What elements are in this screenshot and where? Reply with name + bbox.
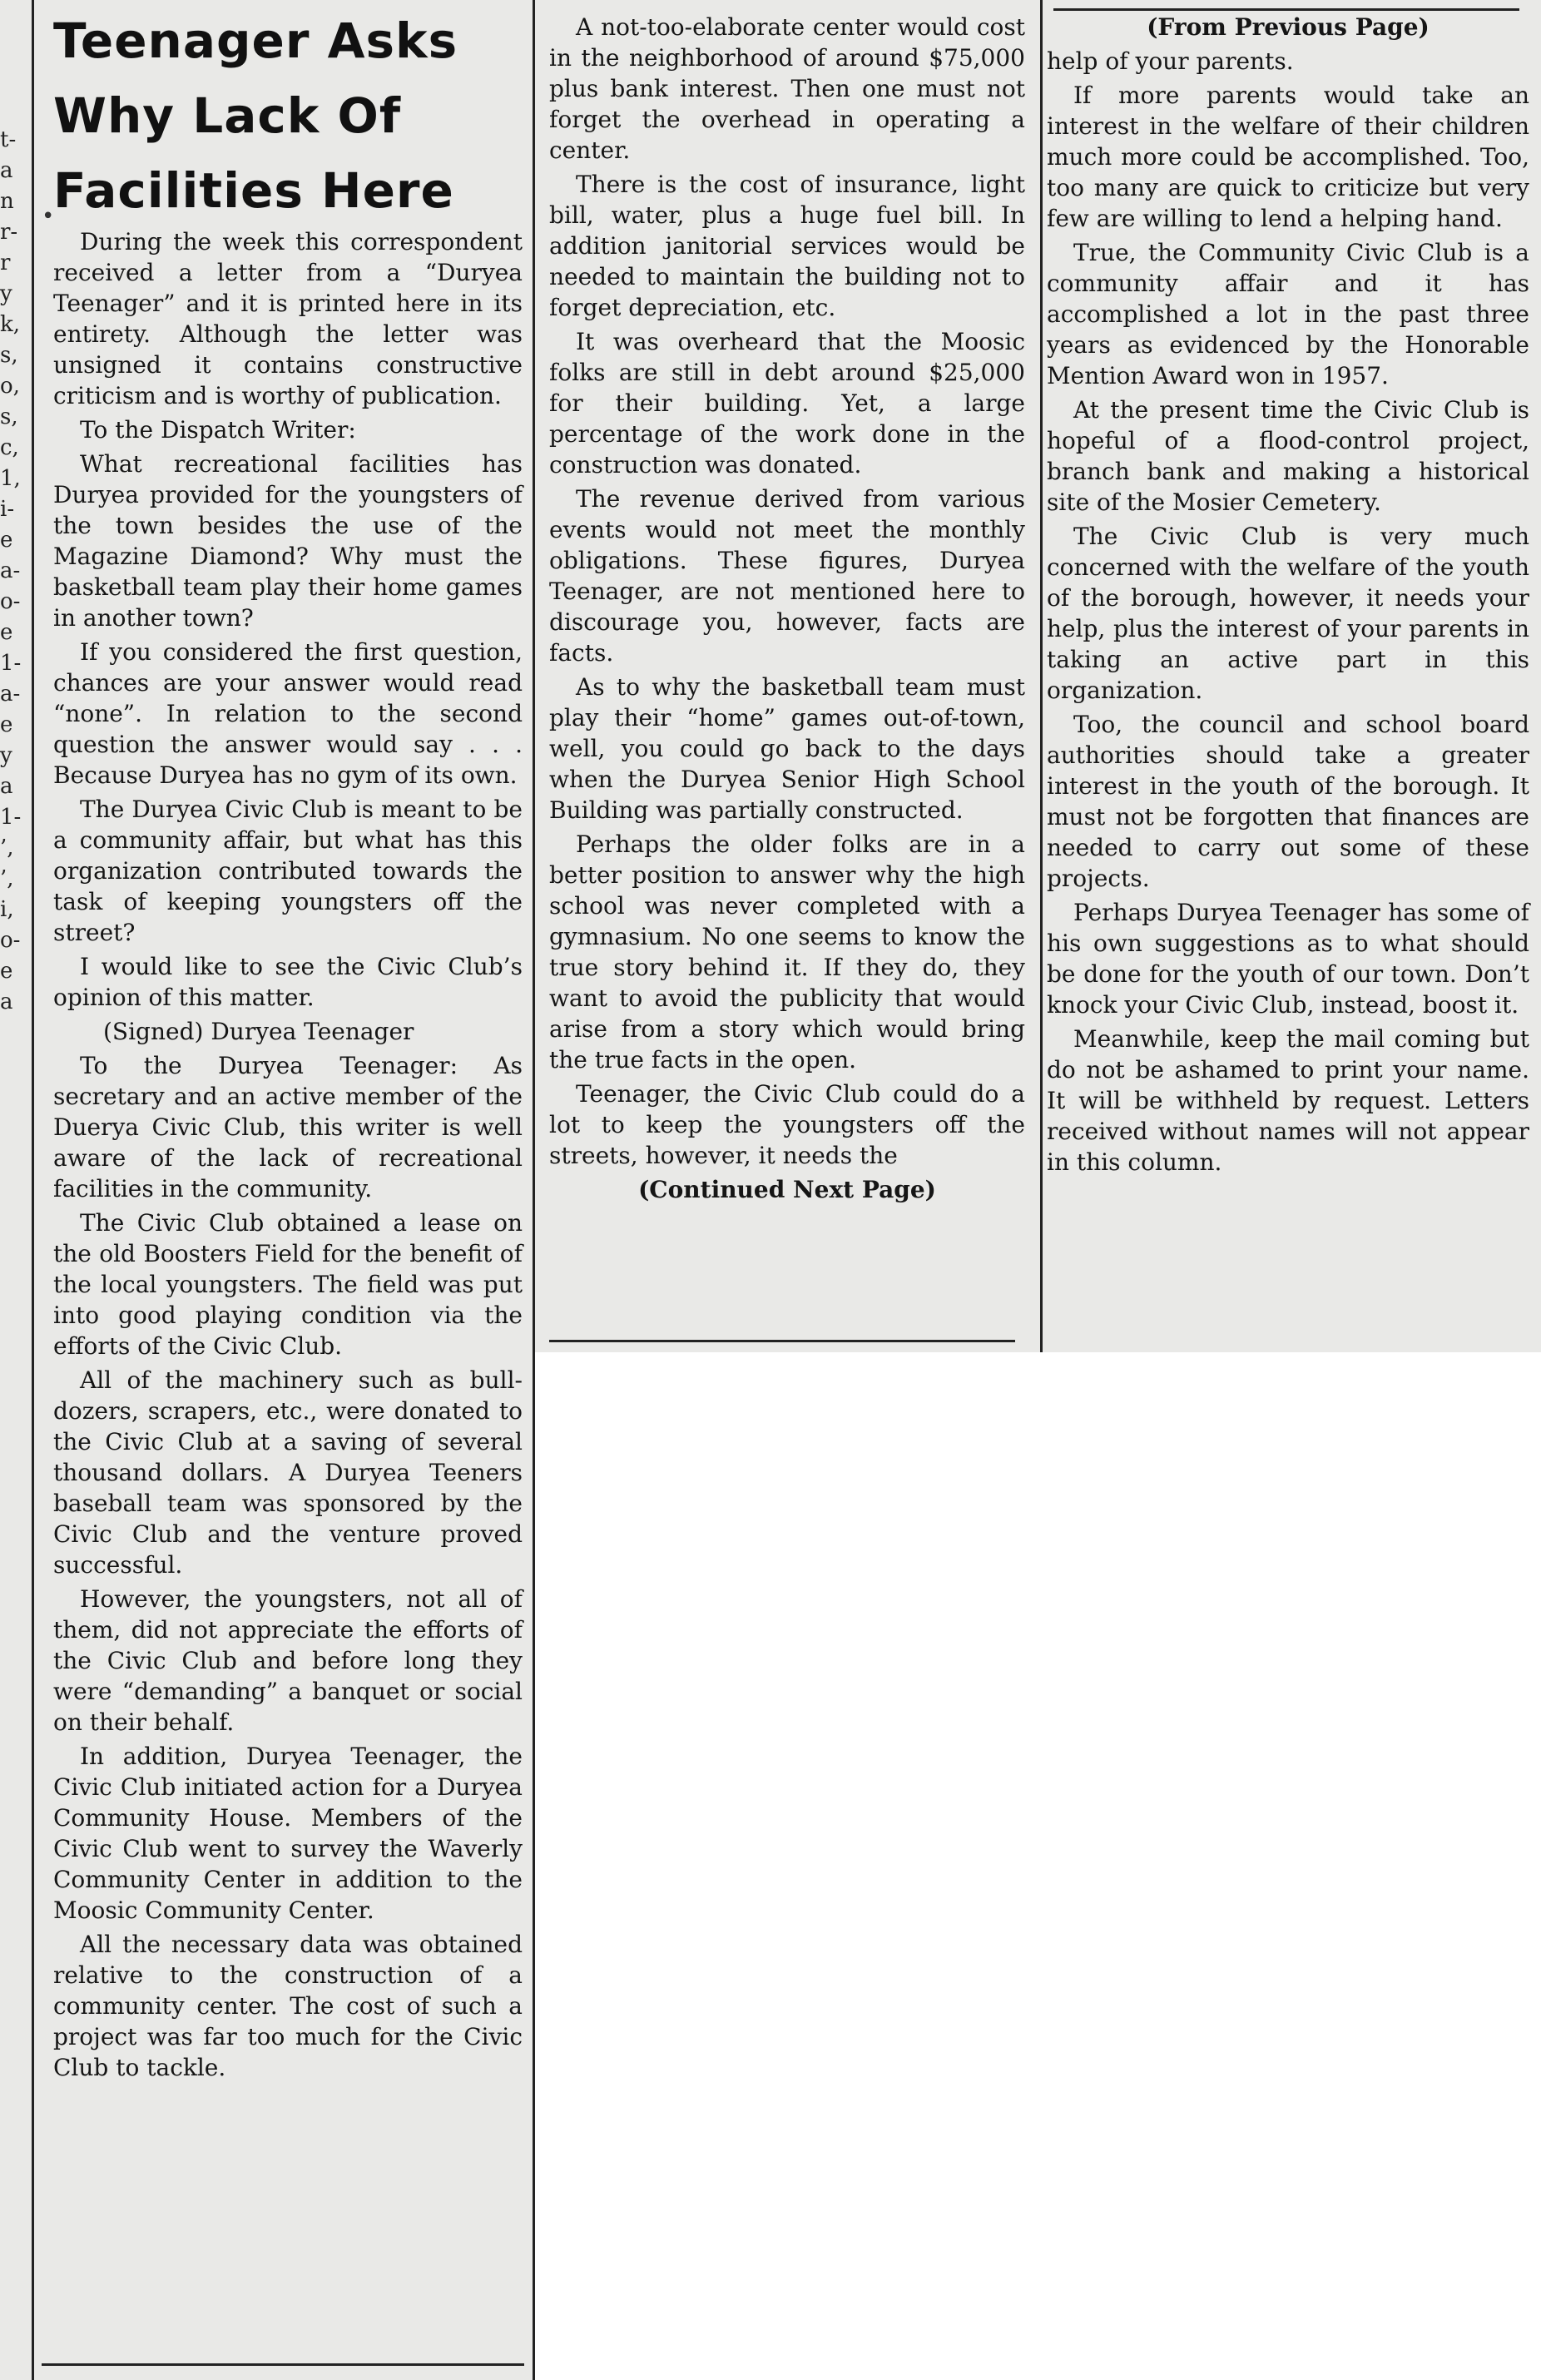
left-edge-fragments (0, 125, 25, 1018)
paragraph: During the week this correspondent received a letter from a “Duryea Teenager” and it is printed here in its entirety. Although the letter was unsigned it contains constructive criticism and is worthy of publication. (53, 228, 523, 409)
edge-fragment: i, (0, 897, 14, 922)
article-column-3 (1047, 12, 1529, 1181)
paragraph: At the present time the Civic Club is hopeful of a flood-control project, branch bank and making a historical site of the Mosier Cemetery. (1047, 396, 1529, 516)
paragraph: The Duryea Civic Club is meant to be a community affair, but what has this organization contributed towards the task of keeping youngsters off the street? (53, 796, 523, 946)
paragraph: A not-too-elaborate center would cost in the neighborhood of around $75,000 plus bank interest. Then one must not forget the overhead in operating a center. (549, 13, 1025, 164)
paragraph: As to why the basketball team must play their “home” games out-of-town, well, you could go back to the days when the Duryea Senior High School Building was partially constructed. (549, 673, 1025, 824)
article-column-2 (549, 12, 1025, 1208)
paragraph: The Civic Club is very much concerned with the welfare of the youth of the borough, however, it needs your help, plus the interest of your parents in taking an active part in this organization. (1047, 523, 1529, 704)
edge-fragment: a (0, 158, 13, 183)
edge-fragment: o- (0, 589, 21, 614)
edge-fragment: a (0, 774, 13, 799)
edge-fragment: 1- (0, 651, 22, 676)
edge-fragment: s, (0, 343, 18, 368)
paragraph: Meanwhile, keep the mail coming but do not be ashamed to print your name. It will be withheld by request. Letters received without names will not appear in this column. (1047, 1025, 1529, 1176)
edge-fragment: o, (0, 374, 20, 399)
paragraph: Perhaps the older folks are in a better position to answer why the high school was never completed with a gymnasium. No one seems to know the true story behind it. If they do, they want to avoid the publicity that would arise from a story which would bring the true facts in the open. (549, 831, 1025, 1073)
paragraph: What recreational facilities has Duryea provided for the youngsters of the town besides the use of the Magazine Diamond? Why must the basketball team play their home games in another town? (53, 450, 523, 632)
paragraph: I would like to see the Civic Club’s opinion of this matter. (53, 953, 523, 1011)
letter-signature: (Signed) Duryea Teenager (103, 1018, 414, 1045)
headline-line-3: Facilities Here (53, 162, 454, 219)
edge-fragment: e (0, 528, 13, 553)
edge-fragment: a (0, 989, 13, 1014)
edge-fragment: a- (0, 558, 21, 583)
edge-fragment: t- (0, 127, 17, 152)
headline-line-2: Why Lack Of (53, 87, 402, 144)
paragraph: It was overheard that the Moosic folks are still in debt around $25,000 for their building. Yet, a large percentage of the work done in the construction was donated. (549, 328, 1025, 478)
column-marker: • (42, 204, 55, 229)
column3-top-rule (1053, 8, 1519, 11)
edge-fragment: e (0, 959, 13, 984)
article-column-1 (53, 226, 523, 2086)
column1-bottom-rule (42, 2363, 524, 2366)
paragraph: If more parents would take an interest in the welfare of their children much more could be accomplished. Too, too many are quick to criticize but very few are willing to lend a helping hand. (1047, 82, 1529, 232)
paragraph: There is the cost of insurance, light bill, water, plus a huge fuel bill. In addition janitorial services would be needed to maintain the building not to forget depreciation, etc. (549, 171, 1025, 321)
edge-fragment: e (0, 712, 13, 737)
edge-fragment: r (0, 250, 11, 275)
paragraph: Too, the council and school board authorities should take a greater interest in the youth of the borough. It must not be forgotten that finances are needed to carry out some of these projects. (1047, 711, 1529, 892)
edge-fragment: y (0, 281, 12, 306)
paragraph: However, the youngsters, not all of them, did not appreciate the efforts of the Civic Club and before long they were “demanding” a banquet or social on their behalf. (53, 1585, 523, 1736)
from-previous-page: (From Previous Page) (1147, 13, 1430, 41)
edge-fragment: k, (0, 312, 21, 337)
paragraph: In addition, Duryea Teenager, the Civic Club initiated action for a Duryea Community House. Members of the Civic Club went to survey the Waverly Community Center in addition to the Moosic Community Center. (53, 1743, 523, 1924)
column2-bottom-rule (549, 1340, 1015, 1342)
headline-line-1: Teenager Asks (53, 12, 458, 69)
edge-fragment: o- (0, 928, 21, 953)
edge-fragment: a- (0, 682, 21, 707)
edge-fragment: ’, (0, 835, 14, 860)
edge-fragment: n (0, 189, 14, 214)
paragraph: The Civic Club obtained a lease on the old Boosters Field for the benefit of the local youngsters. The field was put into good playing condition via the efforts of the Civic Club. (53, 1209, 523, 1360)
edge-fragment: 1- (0, 805, 22, 830)
paragraph: True, the Community Civic Club is a community affair and it has accomplished a lot in the past three years as evidenced by the Honorable Mention Award won in 1957. (1047, 239, 1529, 389)
paragraph: All of the machinery such as bull-dozers, scrapers, etc., were donated to the Civic Club at a saving of several thousand dollars. A Duryea Teeners baseball team was sponsored by the Civic Club and the venture proved successful. (53, 1366, 523, 1579)
continued-next-page: (Continued Next Page) (638, 1176, 936, 1203)
edge-fragment: 1, (0, 466, 21, 491)
paragraph: The revenue derived from various events would not meet the monthly obligations. These figures, Duryea Teenager, are not mentioned here to discourage you, however, facts are facts. (549, 485, 1025, 667)
edge-fragment: e (0, 620, 13, 645)
letter-salutation: To the Dispatch Writer: (80, 416, 356, 444)
left-column-rule (32, 0, 34, 2380)
paragraph: If you considered the first question, chances are your answer would read “none”. In relation to the second question the answer would say . . . Because Duryea has no gym of its own. (53, 638, 523, 789)
headline (53, 3, 519, 228)
edge-fragment: s, (0, 404, 18, 429)
right-column-rule (1040, 0, 1043, 1352)
edge-fragment: c, (0, 435, 19, 460)
edge-fragment: ’, (0, 866, 14, 891)
paragraph: help of your parents. (1047, 47, 1294, 75)
edge-fragment: r- (0, 220, 18, 245)
edge-fragment: y (0, 743, 12, 768)
paragraph: To the Duryea Teenager: As secretary and an active member of the Duerya Civic Club, this writer is well aware of the lack of recreational facilities in the community. (53, 1052, 523, 1202)
paragraph: Teenager, the Civic Club could do a lot to keep the youngsters off the streets, however, it needs the (549, 1080, 1025, 1169)
paragraph: All the necessary data was obtained relative to the construction of a community center. The cost of such a project was far too much for the Civic Club to tackle. (53, 1931, 523, 2081)
middle-column-rule (533, 0, 535, 2380)
paragraph: Perhaps Duryea Teenager has some of his own suggestions as to what should be done for the youth of our town. Don’t knock your Civic Club, instead, boost it. (1047, 899, 1529, 1019)
edge-fragment: i- (0, 497, 15, 522)
